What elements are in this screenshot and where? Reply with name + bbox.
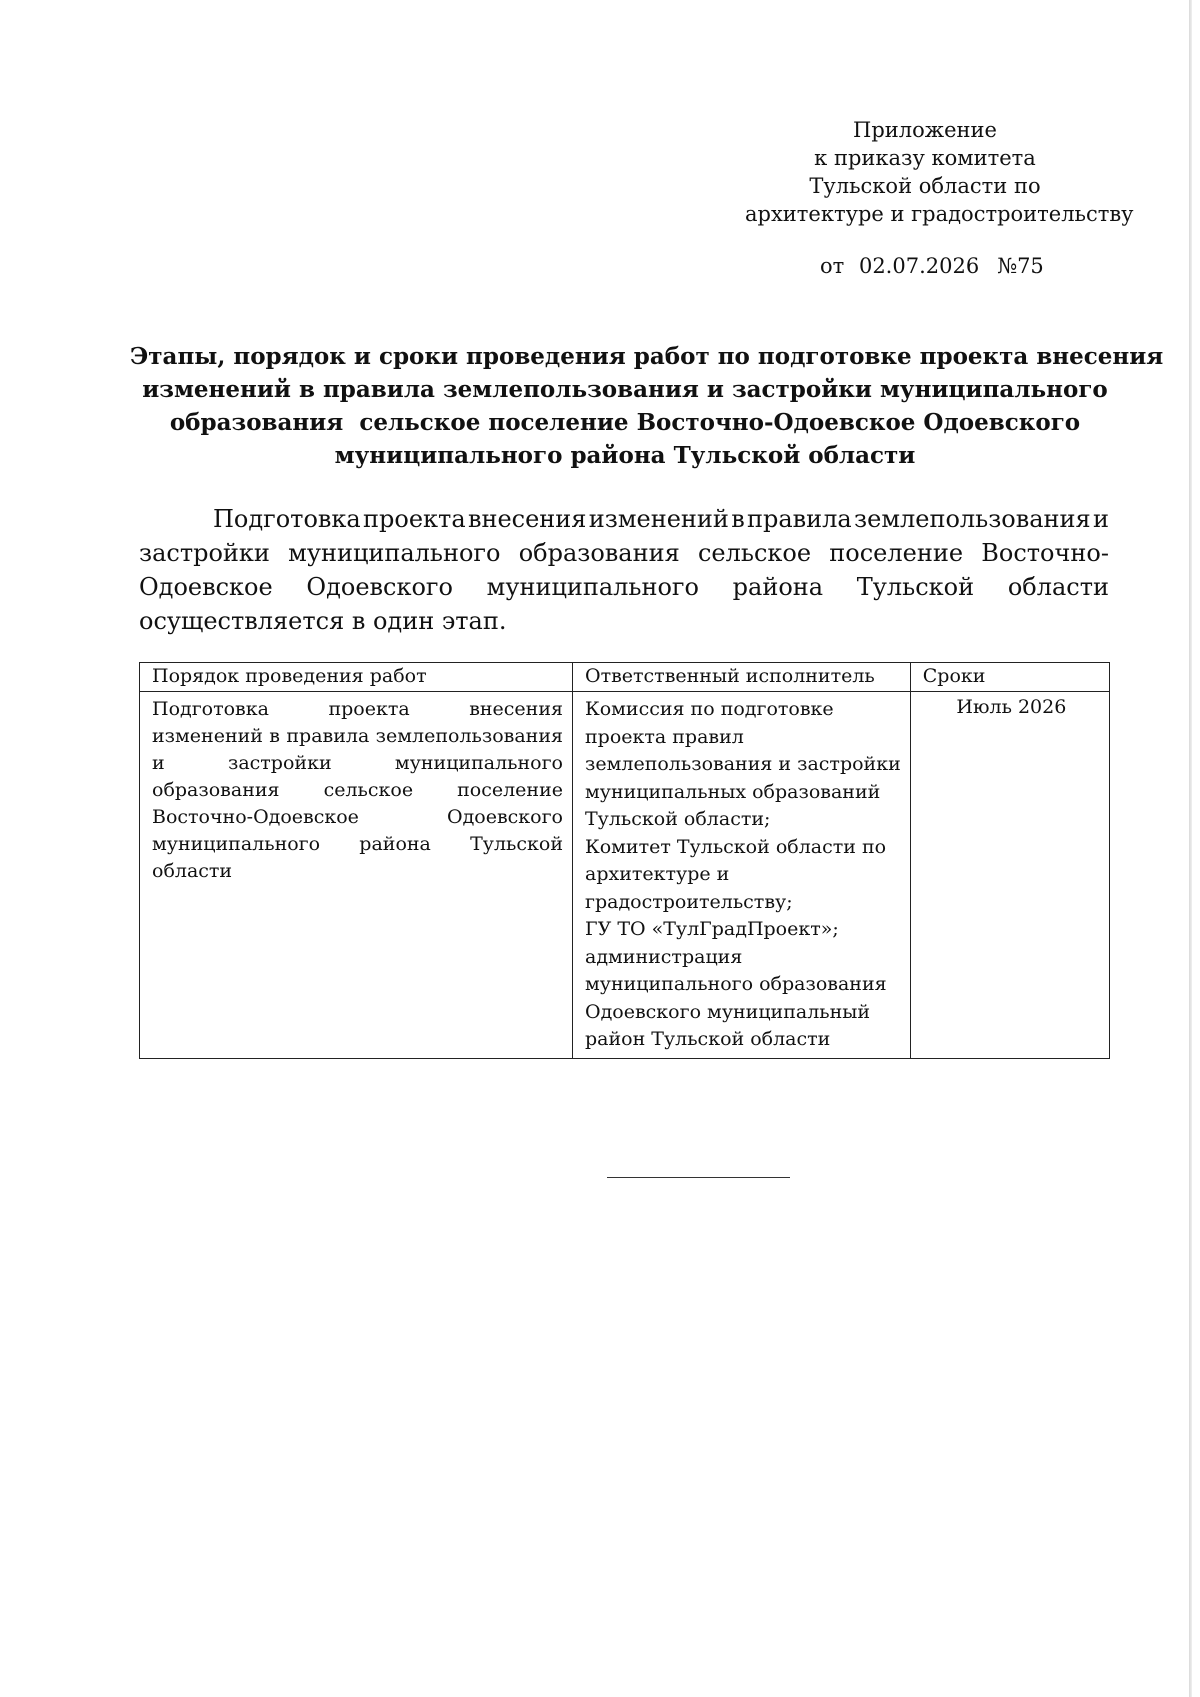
stage-text: Подготовка проекта внесения изменений в правила землепользования и застройки муниципального образования сельское поселение Восточно-Одоевское Одоевского муниципального района Тульской области [152,698,563,882]
table-header-row [140,663,1110,692]
intro-word: муниципального [486,573,699,601]
intro-line [139,502,1109,536]
intro-paragraph [139,502,1109,638]
works-table [139,662,1110,1059]
intro-word: Подготовка [213,505,361,533]
intro-word: поселение [829,539,964,567]
intro-word: муниципального [288,539,501,567]
executor-line: ГУ ТО «ТулГрадПроект»; [585,918,839,940]
intro-word: изменений [588,505,729,533]
intro-word: Тульской [856,573,975,601]
executor-line: архитектуре и [585,863,730,885]
cell-executor [573,692,911,1059]
header-executor: Ответственный исполнитель [573,663,911,692]
intro-word: застройки [139,539,270,567]
intro-word: правила [747,505,852,533]
title-line: образования сельское поселение Восточно-Одоевское Одоевского [169,409,1081,436]
intro-word: области [1007,573,1109,601]
order-number: №75 [997,254,1044,278]
intro-word: сельское [697,539,812,567]
intro-line [139,570,1109,604]
executor-line: Комитет Тульской области по [585,835,887,858]
executor-line: Одоевского муниципальный [585,1000,871,1023]
scan-edge [1189,0,1192,1697]
intro-word: землепользования [854,505,1091,533]
appendix-line: архитектуре и градостроительству [745,202,1134,226]
intro-word: Одоевское [139,573,273,601]
table-row [140,692,1110,1059]
executor-line: муниципального образования [585,973,887,995]
title-line: изменений в правила землепользования и застройки муниципального [142,376,1108,403]
order-reference [820,254,1044,278]
intro-line: осуществляется в один этап. [139,607,507,635]
appendix-line: Приложение [853,118,997,142]
intro-word: Одоевского [306,573,453,601]
executor-line: муниципальных образований [585,780,881,803]
executor-line: Тульской области; [585,808,771,830]
executor-line: район Тульской области [585,1028,831,1050]
intro-word: Восточно- [981,539,1109,567]
document-title [130,340,1164,472]
executor-line: проекта правил [585,725,744,748]
appendix-line: к приказу комитета [814,146,1036,170]
header-term: Сроки [910,663,1109,692]
cell-term: Июль 2026 [910,692,1109,1059]
executor-line: Комиссия по подготовке [585,698,834,720]
intro-word: проекта [363,505,466,533]
intro-word: в [731,505,745,533]
intro-line [139,536,1109,570]
intro-word: внесения [467,505,587,533]
appendix-line: Тульской области по [809,174,1041,198]
title-line: Этапы, порядок и сроки проведения работ по подготовке проекта внесения [130,343,1164,370]
order-prefix: от [820,254,845,278]
title-line: муниципального района Тульской области [334,442,916,469]
intro-word: района [732,573,824,601]
intro-word: образования [518,539,680,567]
executor-line: градостроительству; [585,890,793,913]
header-stage: Порядок проведения работ [140,663,573,692]
executor-line: землепользования и застройки [585,753,901,775]
cell-stage [140,692,573,1059]
appendix-header [745,116,1134,228]
intro-word: и [1093,505,1109,533]
executor-list [585,696,901,1054]
executor-line: администрация [585,945,743,968]
end-divider [607,1177,790,1178]
order-date: 02.07.2026 [858,254,980,278]
